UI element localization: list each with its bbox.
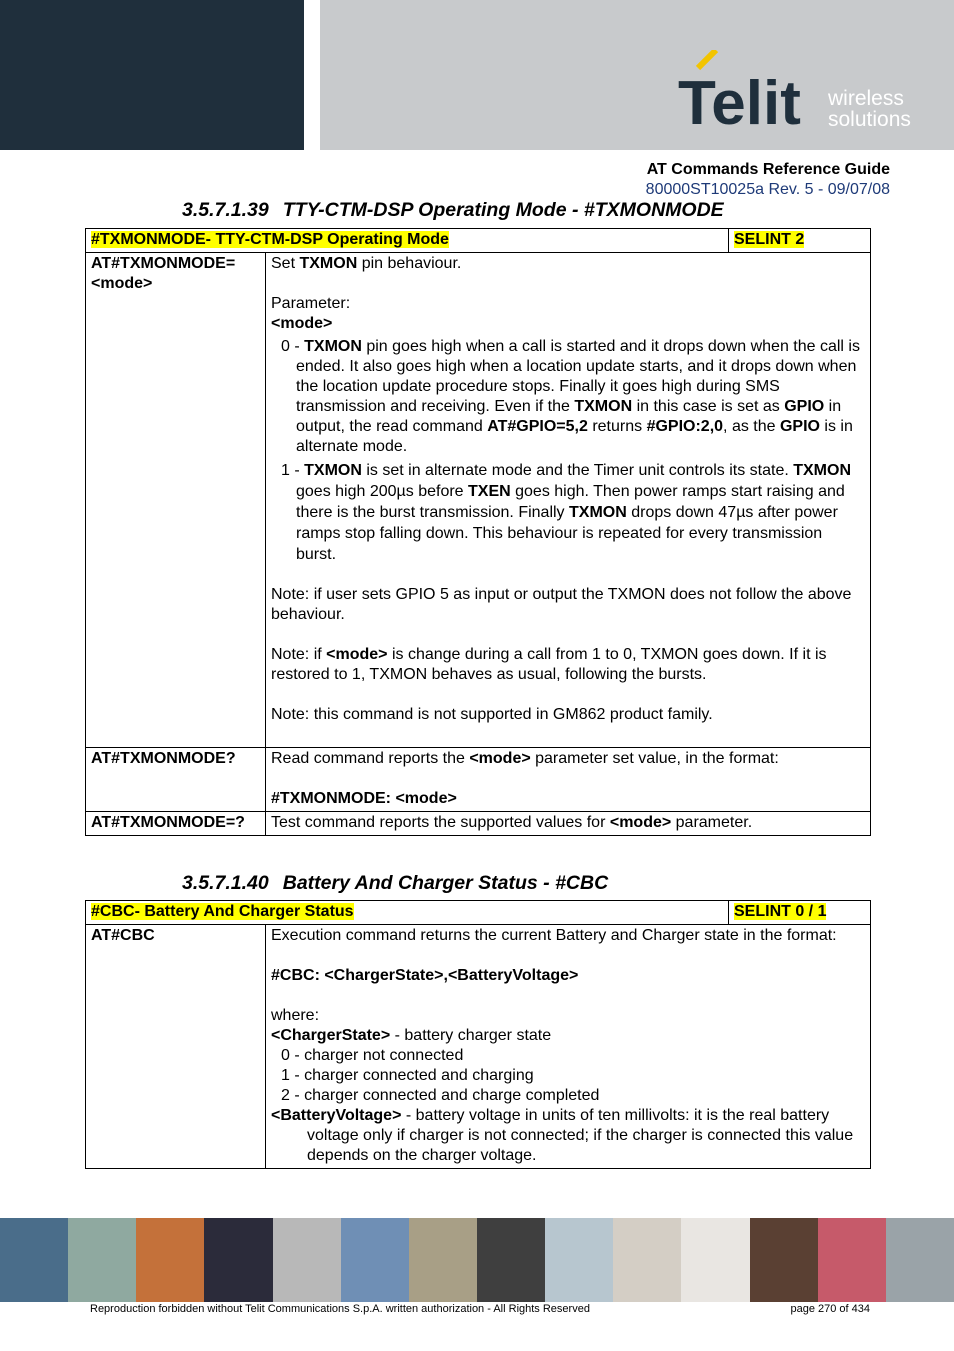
footer-photo-tile: [477, 1218, 545, 1302]
txmonmode-command-table: [85, 228, 871, 836]
copyright-notice: Reproduction forbidden without Telit Communications S.p.A. written authorization - All Rights Reserved: [90, 1303, 590, 1315]
table-row: [86, 925, 871, 1169]
table-row: [86, 253, 871, 748]
footer-photo-strip: [0, 1218, 954, 1302]
section-title: Battery And Charger Status - #CBC: [282, 872, 609, 894]
table-header-left: #TXMONMODE- TTY-CTM-DSP Operating Mode: [86, 229, 729, 253]
logo-tagline-2: solutions: [828, 108, 911, 131]
footer-photo-tile: [750, 1218, 818, 1302]
document-reference: 80000ST10025a Rev. 5 - 09/07/08: [645, 181, 890, 198]
page-number: page 270 of 434: [790, 1303, 870, 1315]
guide-title: AT Commands Reference Guide: [646, 161, 890, 178]
footer-photo-tile: [545, 1218, 613, 1302]
section-number: 3.5.7.1.39: [182, 199, 269, 221]
document-title-block: [646, 160, 890, 200]
footer-photo-tile: [341, 1218, 409, 1302]
footer-photo-tile: [681, 1218, 749, 1302]
table-header-row: [86, 229, 871, 253]
command-cell: AT#CBC: [86, 925, 266, 1169]
logo-wordmark: Telit: [678, 69, 801, 138]
description-cell: Execution command returns the current Battery and Charger state in the format: #CBC: <ChargerState>,<BatteryVoltage> where: <ChargerState> - battery charger state 0 - charger not connected 1 - charger connected and charging 2 - charger connected and charge completed <BatteryVoltage> - battery voltage in units of ten millivolts: it is the real battery voltage only if charger is not connected; if the charger is connected this value depends on the charger voltage.: [266, 925, 871, 1169]
telit-logo: [676, 50, 936, 140]
description-cell: Set TXMON pin behaviour. Parameter: <mode> 0 - TXMON pin goes high when a call is started and it drops down when the call is ended. It also goes high when a location update starts, and it drops down when the location update procedure stops. Finally it goes high during SMS transmission and receiving. Even if the TXMON in this case is set as GPIO in output, the read command AT#GPIO=5,2 returns #GPIO:2,0, as the GPIO is in alternate mode. 1 - TXMON is set in alternate mode and the Timer unit controls its state. TXMON goes high 200µs before TXEN goes high. Then power ramps start raising and there is the burst transmission. Finally TXMON drops down 47µs after power ramps stop falling down. This behaviour is repeated for every transmission burst. Note: if user sets GPIO 5 as input or output the TXMON does not follow the above behaviour. Note: if <mode> is change during a call from 1 to 0, TXMON goes down. If it is restored to 1, TXMON behaves as usual, following the bursts. Note: this command is not supported in GM862 product family.: [266, 253, 871, 748]
footer-photo-tile: [68, 1218, 136, 1302]
section-number: 3.5.7.1.40: [182, 872, 269, 894]
section-heading-txmonmode: [182, 199, 724, 222]
logo-tagline-1: wireless: [828, 87, 904, 110]
table-header-right: SELINT 2: [729, 229, 871, 253]
footer-photo-tile: [818, 1218, 886, 1302]
footer-photo-tile: [886, 1218, 954, 1302]
footer-photo-tile: [136, 1218, 204, 1302]
footer-photo-tile: [204, 1218, 272, 1302]
table-header-row: [86, 901, 871, 925]
command-cell: AT#TXMONMODE=?: [86, 812, 266, 836]
section-title: TTY-CTM-DSP Operating Mode - #TXMONMODE: [282, 199, 724, 221]
cbc-command-table: [85, 900, 871, 1169]
footer-photo-tile: [0, 1218, 68, 1302]
description-cell: Test command reports the supported values for <mode> parameter.: [266, 812, 871, 836]
footer-photo-tile: [409, 1218, 477, 1302]
table-row: [86, 748, 871, 812]
footer: [90, 1302, 870, 1316]
command-cell: AT#TXMONMODE= <mode>: [86, 253, 266, 748]
header-dark-panel: [0, 0, 304, 150]
command-cell: AT#TXMONMODE?: [86, 748, 266, 812]
section-heading-cbc: [182, 872, 608, 895]
table-header-left: #CBC- Battery And Charger Status: [86, 901, 729, 925]
table-header-right: SELINT 0 / 1: [729, 901, 871, 925]
description-cell: Read command reports the <mode> parameter set value, in the format: #TXMONMODE: <mode>: [266, 748, 871, 812]
table-row: [86, 812, 871, 836]
footer-photo-tile: [273, 1218, 341, 1302]
footer-photo-tile: [613, 1218, 681, 1302]
